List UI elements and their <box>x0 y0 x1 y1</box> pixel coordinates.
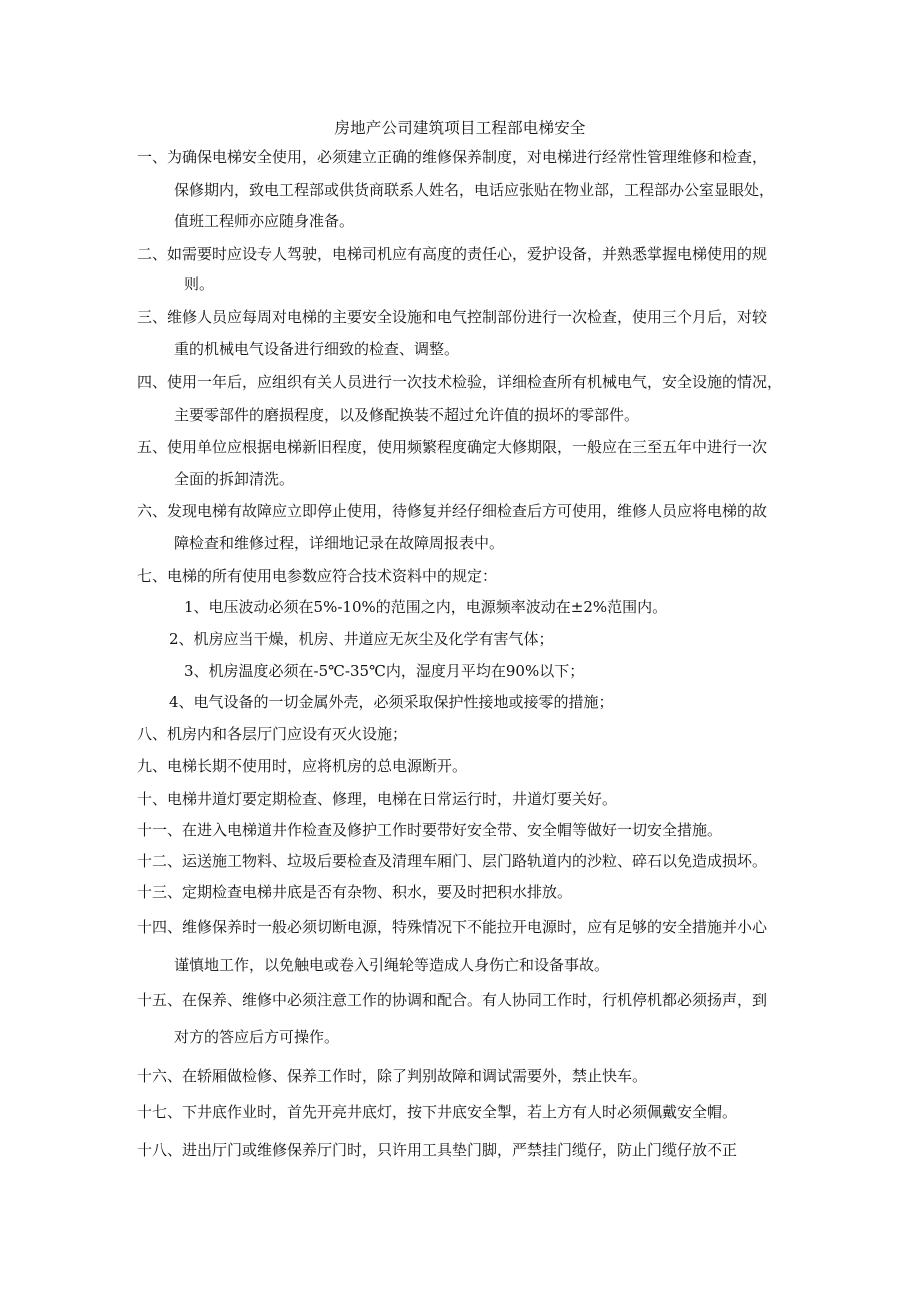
paragraph-line: 十、电梯井道灯要定期检查、修理，电梯在日常运行时，井道灯要关好。 <box>137 790 618 808</box>
list-item: 3、机房温度必须在-5℃-35℃内，湿度月平均在90%以下； <box>184 662 585 680</box>
paragraph-line: 谨慎地工作，以免触电或卷入引绳轮等造成人身伤亡和设备事故。 <box>174 956 610 974</box>
paragraph-line: 六、发现电梯有故障应立即停止使用，待修复并经仔细检查后方可使用，维修人员应将电梯的故 <box>137 502 768 520</box>
paragraph-line: 五、使用单位应根据电梯新旧程度，使用频繁程度确定大修期限，一般应在三至五年中进行一次 <box>137 438 768 456</box>
list-item: 4、电气设备的一切金属外壳，必须采取保护性接地或接零的措施； <box>169 693 614 711</box>
paragraph-line: 七、电梯的所有使用电参数应符合技术资料中的规定： <box>137 567 498 585</box>
paragraph-line: 对方的答应后方可操作。 <box>174 1028 340 1046</box>
paragraph-line: 主要零部件的磨损程度，以及修配换装不超过允许值的损坏的零部件。 <box>174 406 640 424</box>
list-item: 1、电压波动必须在5%-10%的范围之内，电源频率波动在±2%范围内。 <box>184 598 668 616</box>
paragraph-line: 四、使用一年后，应组织有关人员进行一次技术检验，详细检查所有机械电气，安全设施的情况， <box>137 373 783 391</box>
paragraph-line: 十七、下井底作业时，首先开亮井底灯，按下井底安全掣，若上方有人时必须佩戴安全帽。 <box>137 1103 738 1121</box>
paragraph-line: 十五、在保养、维修中必须注意工作的协调和配合。有人协同工作时，行机停机都必须扬声，到 <box>137 991 768 1009</box>
paragraph-line: 十八、进出厅门或维修保养厅门时，只许用工具垫门脚，严禁挂门缆仔，防止门缆仔放不正 <box>137 1141 738 1159</box>
paragraph-line: 九、电梯长期不使用时，应将机房的总电源断开。 <box>137 757 468 775</box>
paragraph-line: 一、为确保电梯安全使用，必须建立正确的维修保养制度，对电梯进行经常性管理维修和检查， <box>137 148 768 166</box>
paragraph-line: 障检查和维修过程，详细地记录在故障周报表中。 <box>174 534 505 552</box>
paragraph-line: 八、机房内和各层厅门应设有灭火设施； <box>137 725 408 743</box>
list-item: 2、机房应当干燥，机房、井道应无灰尘及化学有害气体； <box>169 630 554 648</box>
paragraph-line: 重的机械电气设备进行细致的检查、调整。 <box>174 340 460 358</box>
document-title: 房地产公司建筑项目工程部电梯安全 <box>334 119 586 137</box>
paragraph-line: 十四、维修保养时一般必须切断电源，特殊情况下不能拉开电源时，应有足够的安全措施并小心 <box>137 918 768 936</box>
paragraph-line: 十二、运送施工物料、垃圾后要检查及清理车厢门、层门路轨道内的沙粒、碎石以免造成损坏。 <box>137 852 768 870</box>
paragraph-line: 十三、定期检查电梯井底是否有杂物、积水，要及时把积水排放。 <box>137 883 573 901</box>
paragraph-line: 十六、在轿厢做检修、保养工作时，除了判别故障和调试需要外，禁止快车。 <box>137 1067 648 1085</box>
paragraph-line: 全面的拆卸清洗。 <box>174 470 295 488</box>
paragraph-line: 则。 <box>184 275 215 293</box>
paragraph-line: 值班工程师亦应随身准备。 <box>174 212 355 230</box>
paragraph-line: 二、如需要时应设专人驾驶，电梯司机应有高度的责任心，爱护设备，并熟悉掌握电梯使用的规 <box>137 245 768 263</box>
paragraph-line: 三、维修人员应每周对电梯的主要安全设施和电气控制部份进行一次检查，使用三个月后，对较 <box>137 308 768 326</box>
paragraph-line: 保修期内，致电工程部或供货商联系人姓名，电话应张贴在物业部，工程部办公室显眼处， <box>174 181 775 199</box>
paragraph-line: 十一、在进入电梯道井作检查及修护工作时要带好安全带、安全帽等做好一切安全措施。 <box>137 821 723 839</box>
